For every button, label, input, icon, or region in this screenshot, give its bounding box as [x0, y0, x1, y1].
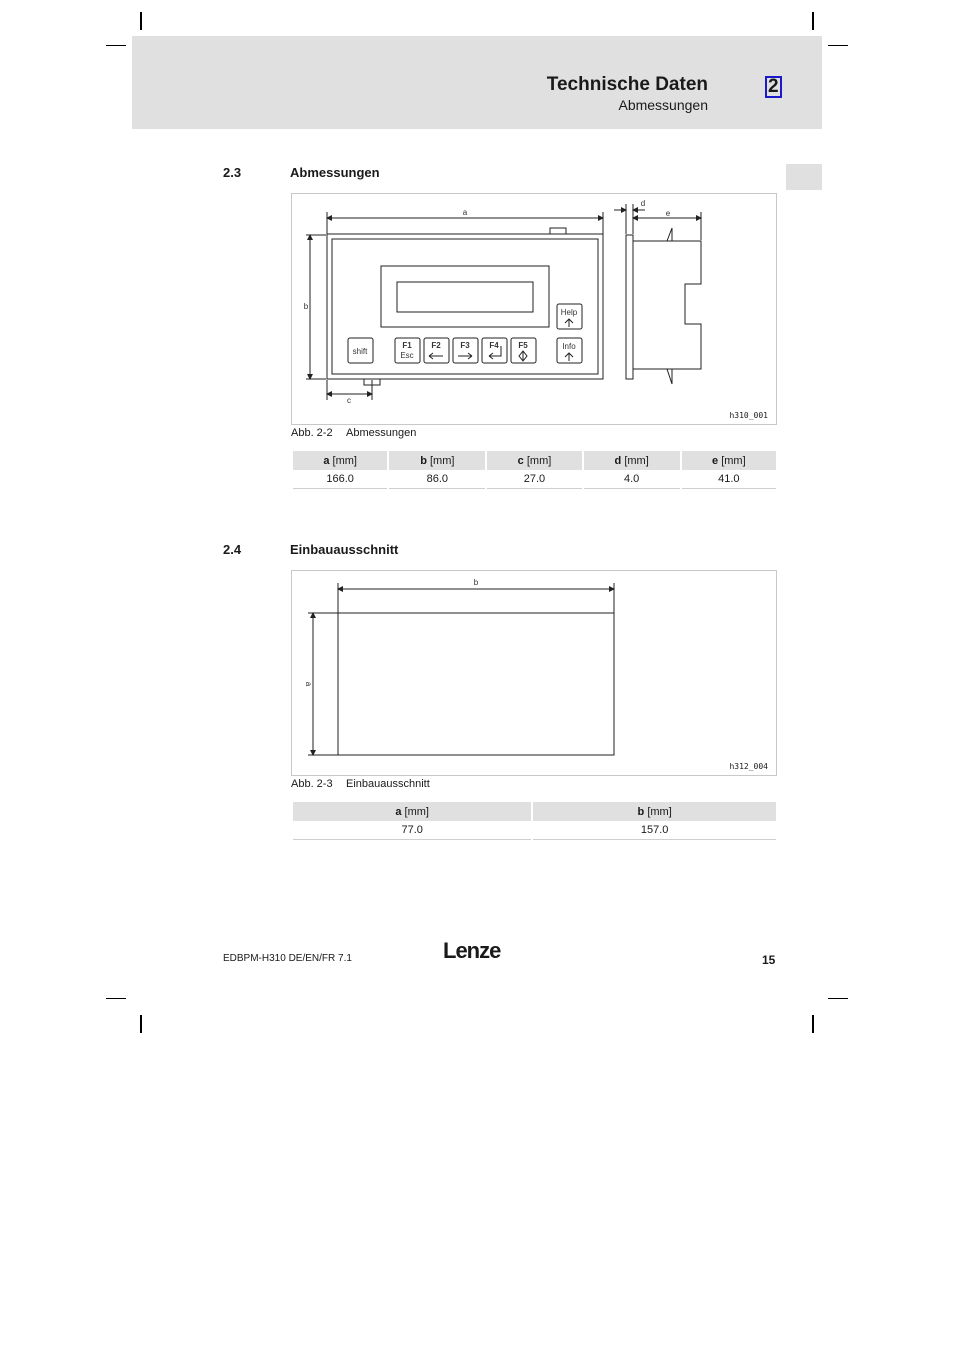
dimensions-table: [291, 451, 778, 489]
figure-einbauausschnitt: [291, 570, 777, 776]
table-cell: 27.0: [487, 470, 581, 489]
dimension-drawing: [292, 194, 778, 426]
caption-text: Abmessungen: [346, 427, 417, 439]
table-row: [293, 470, 776, 489]
key-f3-label: F3: [460, 341, 470, 350]
figure-abmessungen: [291, 193, 777, 425]
table-header: b [mm]: [533, 802, 776, 821]
brand-logo: Lenze: [443, 938, 501, 963]
dim-label-b: b: [473, 578, 479, 587]
crop-mark: [812, 1015, 814, 1033]
section-title: Einbauausschnitt: [290, 542, 399, 557]
table-header: d [mm]: [584, 451, 680, 470]
key-f2-label: F2: [431, 341, 441, 350]
key-help-label: Help: [560, 308, 578, 317]
key-f4-label: F4: [489, 341, 499, 350]
crop-mark: [812, 12, 814, 30]
document-id: EDBPM-H310 DE/EN/FR 7.1: [223, 953, 352, 964]
crop-mark: [828, 45, 848, 46]
table-header-row: [293, 802, 776, 821]
key-shift-label: shift: [352, 347, 368, 356]
page-subtitle: Abmessungen: [618, 97, 708, 113]
table-cell: 4.0: [584, 470, 680, 489]
table-header: b [mm]: [389, 451, 485, 470]
crop-mark: [140, 12, 142, 30]
section-title: Abmessungen: [290, 165, 380, 180]
section-number: 2.3: [223, 165, 242, 180]
crop-mark: [106, 998, 126, 999]
key-f1-sub-label: Esc: [400, 351, 414, 360]
caption-number: Abb. 2-3: [291, 778, 333, 790]
table-header: c [mm]: [487, 451, 581, 470]
page-header: [132, 36, 822, 129]
cutout-drawing: [292, 571, 778, 777]
dim-label-e: e: [665, 209, 671, 218]
dim-label-c: c: [347, 396, 351, 405]
figure-caption: [291, 778, 430, 790]
cutout-table: [291, 802, 778, 840]
key-info-label: Info: [562, 342, 576, 351]
table-cell: 41.0: [682, 470, 776, 489]
page-title: Technische Daten: [546, 74, 708, 95]
table-cell: 157.0: [533, 821, 776, 840]
caption-text: Einbauausschnitt: [346, 778, 430, 790]
figure-id: h312_004: [729, 762, 768, 771]
crop-mark: [106, 45, 126, 46]
caption-number: Abb. 2-2: [291, 427, 333, 439]
dim-label-b: b: [303, 302, 309, 311]
table-cell: 77.0: [293, 821, 531, 840]
section-number: 2.4: [223, 542, 242, 557]
key-f5-label: F5: [518, 341, 528, 350]
figure-caption: [291, 427, 416, 439]
page-number: 15: [762, 953, 776, 967]
crop-mark: [828, 998, 848, 999]
figure-id: h310_001: [729, 411, 768, 420]
key-f1-label: F1: [402, 341, 412, 350]
side-tab: [786, 164, 822, 190]
dim-label-a: a: [304, 681, 313, 687]
table-header: a [mm]: [293, 802, 531, 821]
table-header: e [mm]: [682, 451, 776, 470]
table-header: a [mm]: [293, 451, 387, 470]
crop-mark: [140, 1015, 142, 1033]
dim-label-d: d: [640, 199, 646, 208]
table-header-row: [293, 451, 776, 470]
chapter-number: 2: [765, 76, 782, 98]
table-row: [293, 821, 776, 840]
table-cell: 166.0: [293, 470, 387, 489]
dim-label-a: a: [462, 208, 468, 217]
table-cell: 86.0: [389, 470, 485, 489]
